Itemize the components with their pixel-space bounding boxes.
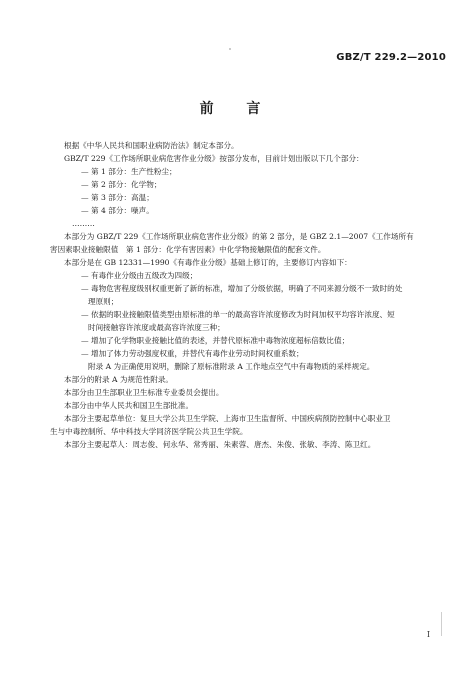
closing-line: 本部分的附录 A 为规范性附录。 [64,375,174,384]
drafting-units-line: 本部分主要起草单位：复旦大学公共卫生学院、上海市卫生监督所、中国疾病预防控制中心职业卫 [64,414,391,423]
revision-item-continuation: 理原则； [88,297,119,306]
scan-edge-mark [441,612,442,636]
foreword-body [50,139,430,451]
page-number: I [426,630,430,639]
list-ellipsis: ……… [72,219,95,228]
revision-item-continuation: 时间接触容许浓度或最高容许浓度三种； [88,323,225,332]
revision-intro: 本部分是在 GB 12331—1990《有毒作业分级》基础上修订的，主要修订内容如下： [64,258,352,267]
part-list-item: — 第 1 部分：生产性粉尘； [81,167,177,176]
revision-item: — 增加了体力劳动强度权重，并替代有毒作业劳动时间权重系数； [81,349,304,358]
part2-paragraph-line: 害因素职业接触限值 第 1 部分：化学有害因素》中化学物接触限值的配套文件。 [50,245,326,254]
closing-line: 本部分由中华人民共和国卫生部批准。 [64,401,194,410]
intro-paragraph-2: GBZ/T 229《工作场所职业病危害作业分级》按部分发布，目前计划出版以下几个部分： [64,154,364,163]
revision-item: — 依据的职业接触限值类型由原标准的单一的最高容许浓度修改为时间加权平均容许浓度、短 [81,310,395,319]
page-title: 前 言 [199,101,275,117]
dash-marker: — [81,271,89,280]
dash-marker: — [81,349,89,358]
dash-marker: — [81,167,89,176]
dash-marker: — [81,180,89,189]
revision-item: — 毒物危害程度级别权重更新了新的标准，增加了分级依据，明确了不同来源分级不一致时的处 [81,284,403,293]
dash-marker: — [81,193,89,202]
standard-code: GBZ/T 229.2—2010 [336,52,446,63]
intro-paragraph-1: 根据《中华人民共和国职业病防治法》制定本部分。 [64,141,239,150]
part-list-item: — 第 2 部分：化学物； [81,180,162,189]
part2-paragraph-line: 本部分为 GBZ/T 229《工作场所职业病危害作业分级》的第 2 部分，是 GBZ 2.1—2007《工作场所有 [64,232,414,241]
revision-item-continuation: 附录 A 为正确使用说明，删除了原标准附录 A 工作地点空气中有毒物质的采样规定。 [88,362,375,371]
dash-marker: — [81,310,89,319]
scan-speck [229,48,231,50]
revision-item: — 增加了化学物职业接触比值的表述，并替代原标准中毒物浓度超标倍数比值； [81,336,350,345]
dash-marker: — [81,336,89,345]
part-list-item: — 第 4 部分：噪声。 [81,206,154,215]
drafters-line: 本部分主要起草人：周志俊、何永华、常秀丽、朱素蓉、唐杰、朱俊、张敏、李涛、陈卫红。 [64,440,376,449]
dash-marker: — [81,206,89,215]
part-list-item: — 第 3 部分：高温； [81,193,154,202]
dash-marker: — [81,284,89,293]
closing-line: 本部分由卫生部职业卫生标准专业委员会提出。 [64,388,224,397]
revision-item: — 有毒作业分级由五级改为四级； [81,271,198,280]
drafting-units-line: 生与中毒控制所、华中科技大学同济医学院公共卫生学院。 [50,427,248,436]
